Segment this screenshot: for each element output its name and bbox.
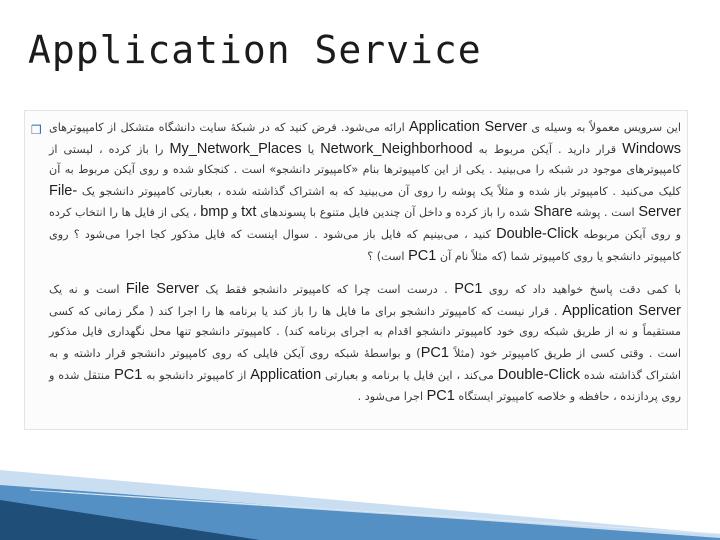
text-run: می‌کند ، این فایل یا برنامه و بعبارتی (321, 368, 498, 382)
latin-term: PC1 (408, 247, 437, 264)
latin-term: Application Server (408, 119, 528, 135)
deco-light-wedge (0, 470, 720, 540)
text-run: قرار دارید . آیکن مربوط به (472, 142, 623, 156)
text-run: . قرار نیست که کامپیوتر دانشجو برای ما فایل ها را باز کند یا برنامه ها را اجرا کند ( مگر زمانی که کسی مستقیماً و نه از طریق شبکه روی خود کامپیوتر دانشجو اقدام به اجرای برنامه کند) . کامپیوتر دانشجو تنها محل نگهداری فایل مذکور است . وقتی کسی از طریق کامپیوتر خود (مثلاً (49, 304, 681, 360)
latin-term: Double-Click (496, 225, 579, 242)
latin-term: PC1 (420, 344, 449, 361)
latin-term: File-Server (49, 182, 682, 221)
latin-term: bmp (200, 204, 229, 221)
latin-term: Double-Click (497, 366, 580, 383)
text-run: ، یکی از فایل ها را انتخاب کرده و روی آیکن مربوطه (49, 206, 681, 241)
text-run: و (228, 206, 242, 220)
text-run: را باز کرده ، لیستی از کامپیوترهای موجود در شبکه را می‌بینید . یکی از این کامپیوترها بنام «کامپیوتر دانشجو» است . کنجکاو شده و روی آیکن مربوط به آن کلیک می‌کنید . کامپیوتر باز شده و مثلاً یک پوشه را روی آن می‌بینید که به اشتراک گذاشته شده ، بعبارتی کامپیوتر دانشجو یک (49, 142, 681, 198)
text-run: با کمی دقت پاسخ خواهید داد که روی (482, 283, 682, 297)
latin-term: Share (533, 204, 573, 221)
bottom-decoration (0, 430, 720, 540)
text-run: کنید ، می‌بینیم که فایل باز می‌شود . سوال اینست که فایل مذکور کجا اجرا می‌شود ؟ روی کامپیوتر دانشجو یا روی کامپیوتر شما (که مثلاً نام آن (49, 227, 681, 263)
latin-term: Application (250, 366, 322, 383)
text-run: ارائه می‌شود. فرض کنید که در شبکهٔ سایت دانشگاه متشکل از کامپیوترهای (49, 121, 409, 134)
slide-title: Application Service (28, 28, 482, 72)
deco-dark-wedge (0, 500, 260, 540)
text-run: است) ؟ (367, 249, 409, 263)
deco-mid-wedge (0, 485, 720, 540)
latin-term: My_Network_Places (169, 140, 302, 157)
latin-term: Network_Neighborhood (320, 140, 473, 157)
latin-term: File Server (125, 281, 199, 298)
body-text (49, 117, 681, 408)
text-run: است . پوشه (572, 206, 639, 220)
latin-term: Windows (622, 140, 681, 157)
bullet-icon: ❒ (31, 123, 42, 137)
latin-term: txt (241, 204, 257, 221)
latin-term: PC1 (426, 388, 455, 405)
deco-line-2 (60, 492, 720, 534)
text-run: ) و بواسطهٔ شبکه روی آیکن فایلی که روی کامپیوتر دانشجو قرار داشته و به اشتراک گذاشته شده (49, 346, 682, 382)
latin-term: PC1 (114, 366, 143, 383)
latin-term: Application Server (562, 302, 681, 319)
text-run: این سرویس معمولاً به وسیله ی (527, 121, 681, 134)
text-run: منتقل شده و روی پردازنده ، حافظه و خلاصه کامپیوتر ایستگاه (49, 368, 681, 404)
latin-term: PC1 (454, 281, 483, 298)
text-frame (24, 110, 688, 430)
text-run: یا (301, 142, 321, 156)
text-run: اجرا می‌شود . (357, 390, 427, 404)
paragraph-1 (49, 117, 681, 267)
text-run: شده را باز کرده و داخل آن چندین فایل متنوع با پسوندهای (256, 206, 534, 220)
text-run: است و نه یک (49, 283, 126, 297)
paragraph-2 (49, 279, 681, 408)
text-run: . درست است چرا که کامپیوتر دانشجو فقط یک (198, 283, 455, 297)
deco-line-1 (30, 490, 720, 536)
text-run: از کامپیوتر دانشجو به (142, 368, 251, 382)
